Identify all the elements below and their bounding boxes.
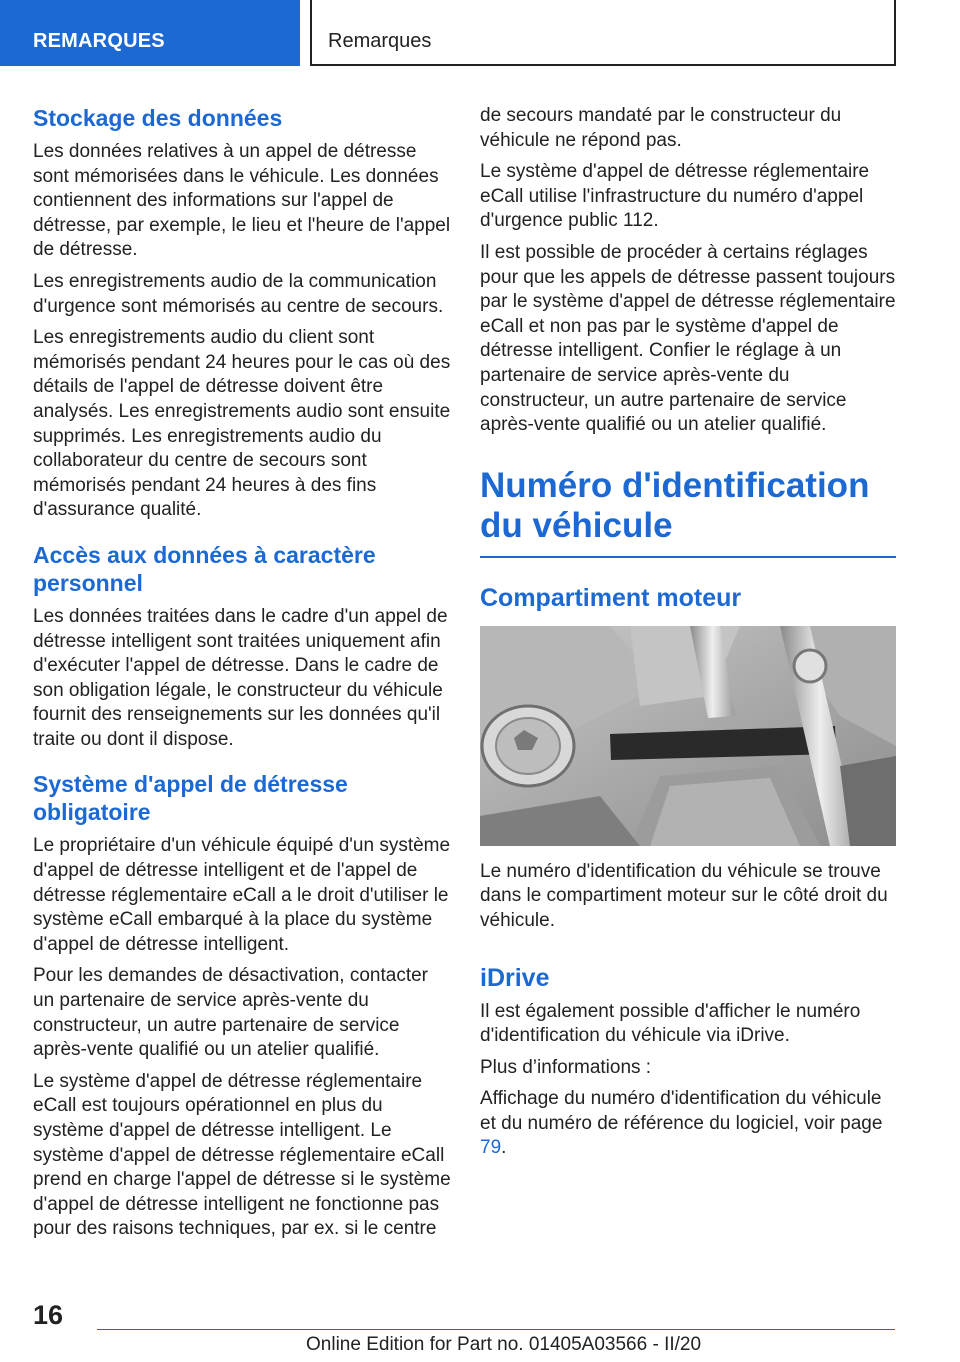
paragraph: Le propriétaire d'un véhicule équipé d'un système d'appel de détresse intelligent et de l'appel de détresse réglementaire eCall a le droit d'utiliser le système eCall embarqué à la place du système d'appel de détresse intelligent. bbox=[33, 835, 451, 955]
paragraph: Pour les demandes de désactivation, contacter un partenaire de service après-vente du constructeur, un autre partenaire de service après-vente qualifié ou un atelier qualifié. bbox=[33, 965, 429, 1061]
paragraph: Plus d’informations : bbox=[480, 1056, 652, 1078]
heading-system: Système d'appel de détresse obligatoire bbox=[33, 771, 348, 826]
paragraph: Les données relatives à un appel de détresse sont mémorisées dans le véhicule. Les données contiennent des informations sur l'appel de détresse, par exemple, le lieu et l'heure de l'appel de détresse. bbox=[33, 141, 451, 261]
page-header bbox=[0, 0, 960, 66]
paragraph: Les enregistrements audio du client sont mémorisés pendant 24 heures pour le cas où des détails de l'appel de détresse doivent être analysés. Les enregistrements audio sont ensuite supprimés. Les enregistrements audio du collaborateur du centre de secours sont mémorisés pendant 24 heures à des fins d'assurance qualité. bbox=[33, 327, 451, 521]
heading-access: Accès aux données à caractère personnel bbox=[33, 541, 376, 596]
left-column bbox=[33, 100, 451, 1249]
paragraph bbox=[480, 1087, 898, 1161]
page-link[interactable]: 79 bbox=[480, 1137, 502, 1159]
paragraph: Il est également possible d'afficher le numéro d'identification du véhicule via iDrive. bbox=[480, 1000, 861, 1047]
heading-engine-compartment: Compartiment moteur bbox=[480, 583, 742, 612]
header-title-box bbox=[310, 0, 896, 66]
right-column bbox=[480, 100, 898, 1168]
paragraph: Le numéro d'identification du véhicule se trouve dans le compartiment moteur sur le côté droit du véhicule. bbox=[480, 860, 888, 931]
paragraph: de secours mandaté par le constructeur du véhicule ne répond pas. bbox=[480, 105, 842, 151]
heading-rule bbox=[480, 556, 896, 558]
paragraph: Le système d'appel de détresse réglementaire eCall utilise l'infrastructure du numéro d'appel d'urgence public 112. bbox=[480, 161, 870, 232]
heading-idrive: iDrive bbox=[480, 963, 550, 992]
heading-storage: Stockage des données bbox=[33, 105, 283, 131]
heading-vin: Numéro d'identification du véhicule bbox=[480, 465, 870, 545]
paragraph: Il est possible de procéder à certains réglages pour que les appels de détresse passent toujours par le système d'appel de détresse réglementaire eCall et non pas par le système d'appel de détresse intelligent. Confier le réglage à un partenaire de service après-vente du constructeur, un autre partenaire de service après-vente qualifié ou un atelier qualifié. bbox=[480, 241, 896, 436]
section-tab: REMARQUES bbox=[0, 0, 300, 66]
paragraph: Le système d'appel de détresse réglementaire eCall est toujours opérationnel en plus du système d'appel de détresse intelligent. Le système d'appel de détresse réglementaire eCall prend en charge l'appel de détresse si le système d'appel de détresse intelligent ne fonctionne pas pour des raisons techniques, par ex. si le centre bbox=[33, 1070, 451, 1240]
engine-compartment-image bbox=[480, 626, 896, 846]
footer-edition: Online Edition for Part no. 01405A03566 - II/20 bbox=[306, 1334, 702, 1355]
paragraph: Les données traitées dans le cadre d'un appel de détresse intelligent sont traitées uniquement afin d'exécuter l'appel de détresse. Dans le cadre de son obligation légale, le constructeur du véhicule fournit des renseignements sur les données qu'il traite ou dont il dispose. bbox=[33, 605, 448, 750]
paragraph: Les enregistrements audio de la communication d'urgence sont mémorisés au centre de secours. bbox=[33, 270, 444, 317]
page-number: 16 bbox=[33, 1300, 64, 1330]
paragraph-end: . bbox=[501, 1137, 507, 1159]
paragraph-text: Affichage du numéro d'identification du véhicule et du numéro de référence du logiciel, voir page bbox=[480, 1088, 883, 1134]
header-title: Remarques bbox=[328, 30, 432, 52]
footer-rule bbox=[97, 1329, 895, 1330]
